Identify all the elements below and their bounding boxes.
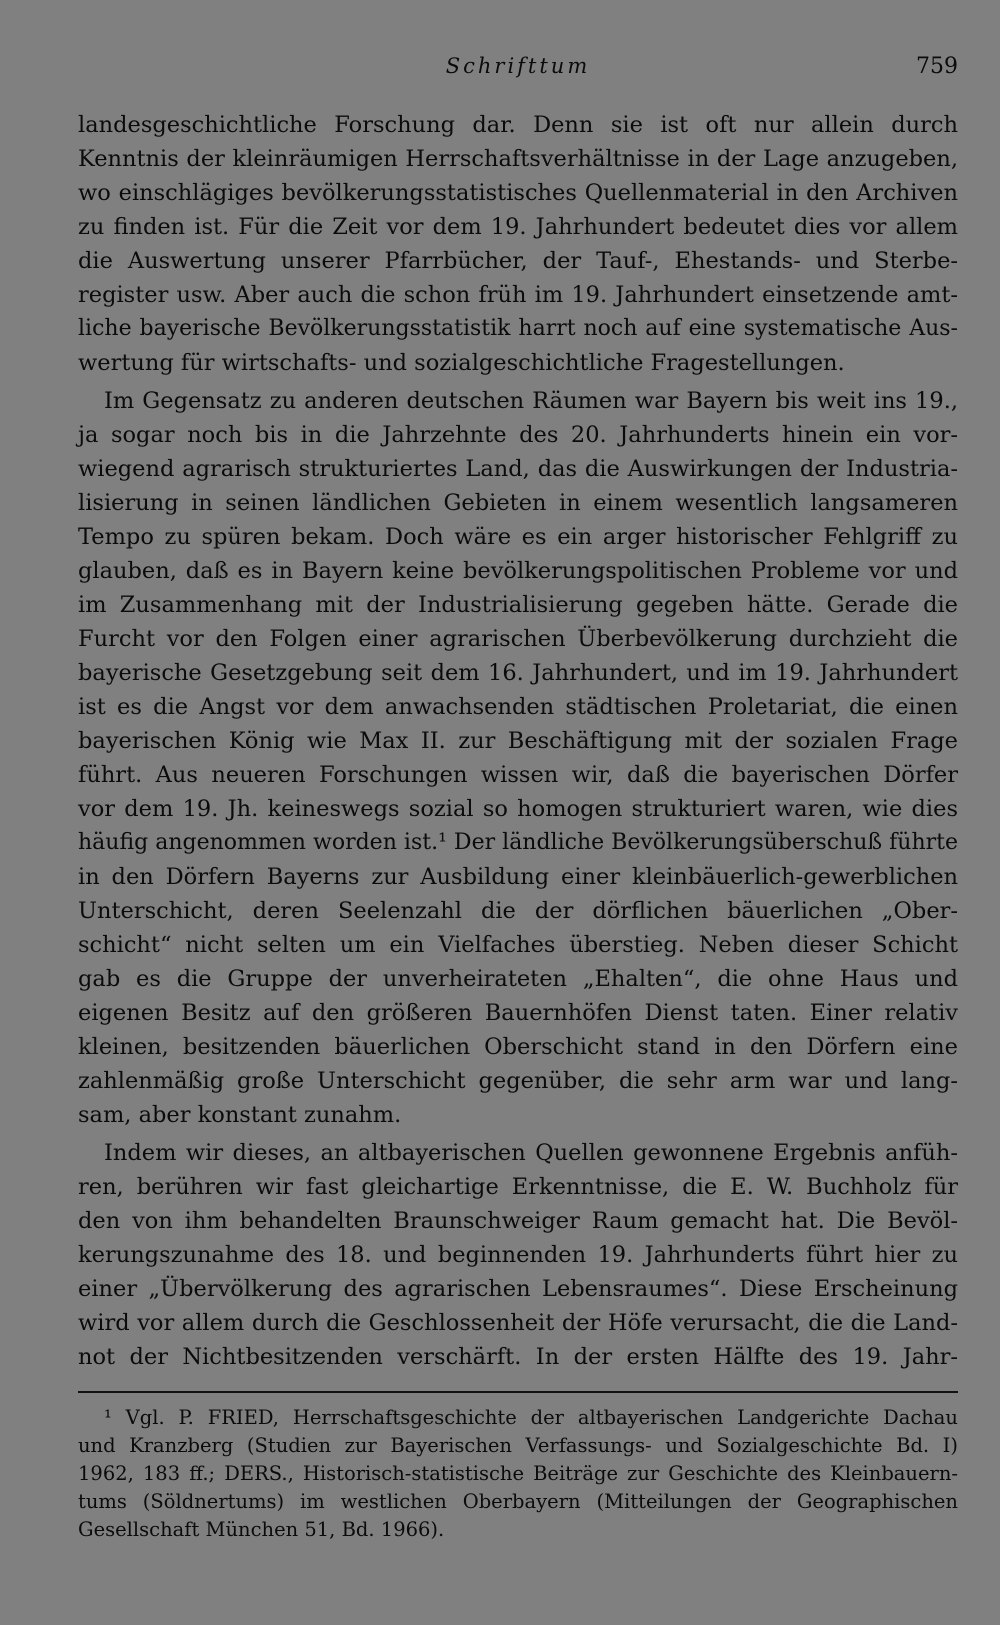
page-header [78, 54, 958, 90]
text-line: häufig angenommen worden ist.¹ Der ländliche Bevölkerungsüberschuß führte [78, 830, 958, 855]
text-line: bayerische Gesetzgebung seit dem 16. Jahrhundert, und im 19. Jahrhundert [78, 660, 958, 686]
text-line: Im Gegensatz zu anderen deutschen Räumen war Bayern bis weit ins 19., [104, 388, 958, 414]
page-number: 759 [916, 54, 958, 79]
text-line: in den Dörfern Bayerns zur Ausbildung einer kleinbäuerlich-gewerblichen [78, 864, 958, 890]
footnote-line: 1962, 183 ff.; DERS., Historisch-statistische Beiträge zur Geschichte des Kleinbauern- [78, 1462, 958, 1485]
text-line: gab es die Gruppe der unverheirateten „Ehalten“, die ohne Haus und [78, 966, 958, 992]
text-line: den von ihm behandelten Braunschweiger Raum gemacht hat. Die Bevöl- [78, 1208, 958, 1234]
text-line: Unterschicht, deren Seelenzahl die der dörflichen bäuerlichen „Ober- [78, 898, 958, 924]
text-line: Indem wir dieses, an altbayerischen Quellen gewonnene Ergebnis anfüh- [104, 1140, 958, 1166]
footnote-line: und Kranzberg (Studien zur Bayerischen Verfassungs- und Sozialgeschichte Bd. I) [78, 1434, 958, 1457]
text-line: Furcht vor den Folgen einer agrarischen Überbevölkerung durchzieht die [78, 626, 958, 652]
text-line: kleinen, besitzenden bäuerlichen Oberschicht stand in den Dörfern eine [78, 1034, 958, 1060]
text-line: führt. Aus neueren Forschungen wissen wir, daß die bayerischen Dörfer [78, 762, 958, 788]
text-line: Tempo zu spüren bekam. Doch wäre es ein arger historischer Fehlgriff zu [78, 524, 958, 550]
footnotes [78, 1404, 958, 1544]
text-line: vor dem 19. Jh. keineswegs sozial so homogen strukturiert waren, wie dies [78, 796, 958, 822]
text-line: wo einschlägiges bevölkerungsstatistisches Quellenmaterial in den Archiven [78, 180, 958, 206]
text-line: not der Nichtbesitzenden verschärft. In der ersten Hälfte des 19. Jahr- [78, 1344, 958, 1370]
text-line: eigenen Besitz auf den größeren Bauernhöfen Dienst taten. Einer relativ [78, 1000, 958, 1026]
text-line: wird vor allem durch die Geschlossenheit der Höfe verursacht, die die Land- [78, 1310, 958, 1336]
running-title: Schrifttum [445, 54, 591, 78]
text-line: wiegend agrarisch strukturiertes Land, das die Auswirkungen der Industria- [78, 456, 958, 482]
text-line: zahlenmäßig große Unterschicht gegenüber, die sehr arm war und lang- [78, 1068, 958, 1094]
text-line: ren, berühren wir fast gleichartige Erkenntnisse, die E. W. Buchholz für [78, 1174, 958, 1200]
body-text [78, 108, 958, 1374]
footnote-line: ¹ Vgl. P. FRIED, Herrschaftsgeschichte der altbayerischen Landgerichte Dachau [104, 1406, 958, 1429]
text-line: bayerischen König wie Max II. zur Beschäftigung mit der sozialen Frage [78, 728, 958, 754]
footnote-line: tums (Söldnertums) im westlichen Oberbayern (Mitteilungen der Geographischen [78, 1490, 958, 1513]
text-line: lisierung in seinen ländlichen Gebieten in einem wesentlich langsameren [78, 490, 958, 516]
text-line: die Auswertung unserer Pfarrbücher, der Tauf-, Ehestands- und Sterbe- [78, 248, 958, 274]
text-line: glauben, daß es in Bayern keine bevölkerungspolitischen Probleme vor und [78, 558, 958, 584]
text-line: landesgeschichtliche Forschung dar. Denn sie ist oft nur allein durch [78, 112, 958, 138]
text-line: schicht“ nicht selten um ein Vielfaches überstieg. Neben dieser Schicht [78, 932, 958, 958]
text-line: im Zusammenhang mit der Industrialisierung gegeben hätte. Gerade die [78, 592, 958, 618]
footnote-line: Gesellschaft München 51, Bd. 1966). [78, 1518, 445, 1541]
text-line: zu finden ist. Für die Zeit vor dem 19. Jahrhundert bedeutet dies vor allem [78, 214, 958, 240]
text-line: kerungszunahme des 18. und beginnenden 19. Jahrhunderts führt hier zu [78, 1242, 958, 1268]
text-line: Kenntnis der kleinräumigen Herrschaftsverhältnisse in der Lage anzugeben, [78, 146, 958, 172]
text-line: wertung für wirtschafts- und sozialgeschichtliche Fragestellungen. [78, 350, 845, 376]
text-line: sam, aber konstant zunahm. [78, 1102, 402, 1128]
text-line: einer „Übervölkerung des agrarischen Lebensraumes“. Diese Erscheinung [78, 1276, 958, 1302]
text-line: ist es die Angst vor dem anwachsenden städtischen Proletariat, die einen [78, 694, 958, 720]
text-line: ja sogar noch bis in die Jahrzehnte des 20. Jahrhunderts hinein ein vor- [78, 422, 958, 448]
text-line: liche bayerische Bevölkerungsstatistik harrt noch auf eine systematische Aus- [78, 316, 958, 341]
text-line: register usw. Aber auch die schon früh im 19. Jahrhundert einsetzende amt- [78, 282, 958, 308]
footnote-divider [78, 1391, 958, 1393]
